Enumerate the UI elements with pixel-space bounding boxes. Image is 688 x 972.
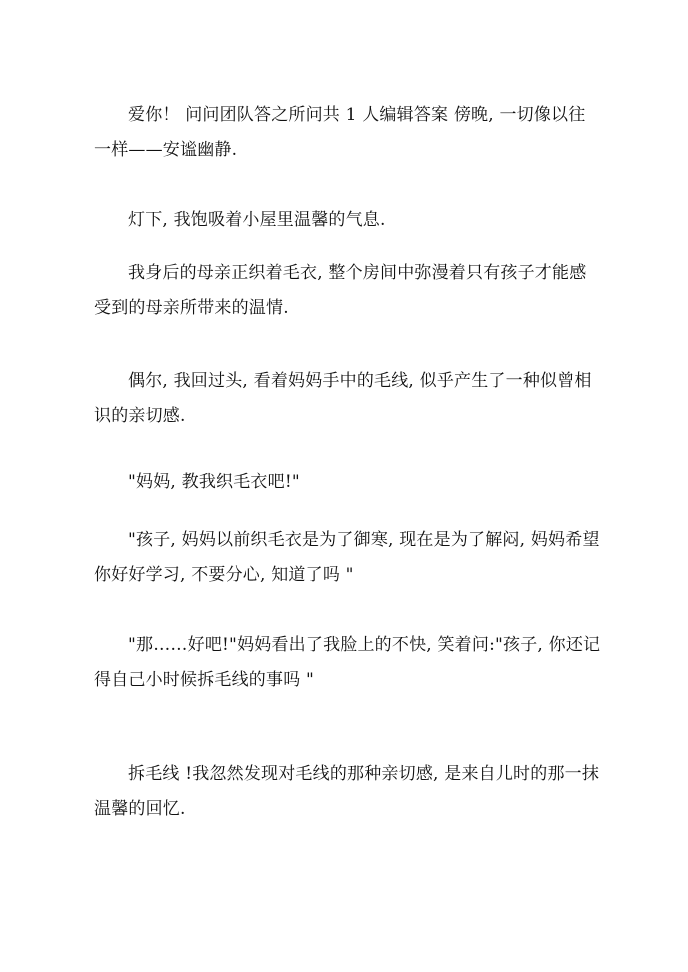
paragraph-request: "妈妈, 教我织毛衣吧!" (128, 472, 300, 492)
paragraph-mother-reply: "孩子, 妈妈以前织毛衣是为了御寒, 现在是为了解闷, 妈妈希望你好好学习, 不要分心, 知道了吗 " (94, 530, 600, 585)
paragraph-childhood-question: "那……好吧!"妈妈看出了我脸上的不快, 笑着问:"孩子, 你还记得自己小时候拆毛线的事吗 " (94, 635, 601, 690)
paragraph-mother-knitting: 我身后的母亲正织着毛衣, 整个房间中弥漫着只有孩子才能感受到的母亲所带来的温情. (94, 263, 587, 318)
paragraph-memory: 拆毛线 !我忽然发现对毛线的那种亲切感, 是来自儿时的那一抹温馨的回忆. (94, 764, 600, 819)
paragraph-evening: 爱你！ 问问团队答之所问共 1 人编辑答案 傍晚, 一切像以往一样——安谧幽静. (94, 105, 586, 160)
paragraph-looking-back: 偶尔, 我回过头, 看着妈妈手中的毛线, 似乎产生了一种似曾相识的亲切感. (94, 371, 592, 426)
paragraph-lamplight: 灯下, 我饱吸着小屋里温馨的气息. (128, 210, 386, 230)
